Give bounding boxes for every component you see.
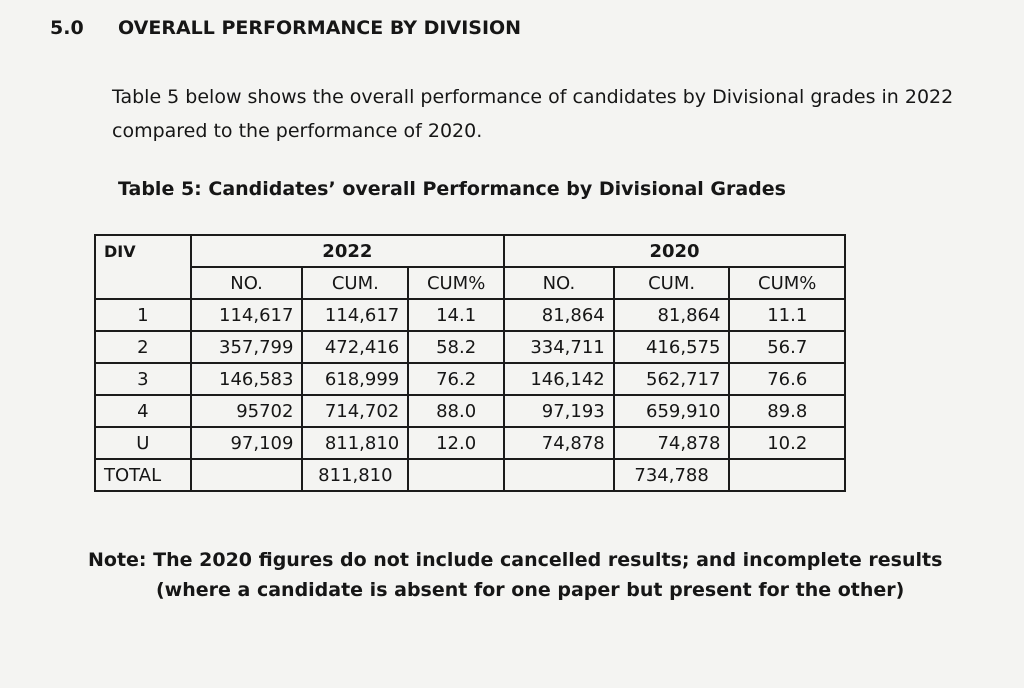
total-cell xyxy=(191,459,303,491)
value-cell: 97,109 xyxy=(191,427,303,459)
section-number: 5.0 xyxy=(50,17,84,39)
value-cell: 10.2 xyxy=(729,427,845,459)
total-label: TOTAL xyxy=(95,459,191,491)
col-header-cum-pct-2022: CUM% xyxy=(408,267,504,299)
value-cell: 76.6 xyxy=(729,363,845,395)
value-cell: 74,878 xyxy=(614,427,730,459)
table-row xyxy=(95,427,845,459)
div-cell: 4 xyxy=(95,395,191,427)
col-header-cum-2020: CUM. xyxy=(614,267,730,299)
table-note xyxy=(88,545,942,605)
value-cell: 12.0 xyxy=(408,427,504,459)
value-cell: 58.2 xyxy=(408,331,504,363)
total-cell xyxy=(729,459,845,491)
value-cell: 811,810 xyxy=(302,427,408,459)
value-cell: 146,583 xyxy=(191,363,303,395)
value-cell: 416,575 xyxy=(614,331,730,363)
value-cell: 56.7 xyxy=(729,331,845,363)
table-subheader-row xyxy=(95,267,845,299)
division-grades-table xyxy=(94,234,846,492)
value-cell: 114,617 xyxy=(191,299,303,331)
value-cell: 114,617 xyxy=(302,299,408,331)
col-header-cum-pct-2020: CUM% xyxy=(729,267,845,299)
value-cell: 14.1 xyxy=(408,299,504,331)
value-cell: 88.0 xyxy=(408,395,504,427)
year-2022-header: 2022 xyxy=(191,235,504,267)
col-header-no-2022: NO. xyxy=(191,267,303,299)
value-cell: 146,142 xyxy=(504,363,614,395)
value-cell: 81,864 xyxy=(614,299,730,331)
div-cell: 2 xyxy=(95,331,191,363)
value-cell: 95702 xyxy=(191,395,303,427)
year-2020-header: 2020 xyxy=(504,235,845,267)
value-cell: 659,910 xyxy=(614,395,730,427)
table-caption: Table 5: Candidates’ overall Performance by Divisional Grades xyxy=(118,178,786,200)
intro-paragraph: Table 5 below shows the overall performance of candidates by Divisional grades in 2022 compared to the performance of 2020. xyxy=(112,86,954,142)
value-cell: 618,999 xyxy=(302,363,408,395)
value-cell: 89.8 xyxy=(729,395,845,427)
note-line-1: Note: The 2020 figures do not include cancelled results; and incomplete results xyxy=(88,549,943,571)
value-cell: 472,416 xyxy=(302,331,408,363)
div-cell: 1 xyxy=(95,299,191,331)
value-cell: 714,702 xyxy=(302,395,408,427)
total-cell xyxy=(408,459,504,491)
value-cell: 11.1 xyxy=(729,299,845,331)
total-cell: 811,810 xyxy=(302,459,408,491)
table-row xyxy=(95,299,845,331)
table-total-row xyxy=(95,459,845,491)
note-line-2: (where a candidate is absent for one paper but present for the other) xyxy=(156,579,905,601)
col-header-no-2020: NO. xyxy=(504,267,614,299)
div-cell: U xyxy=(95,427,191,459)
section-heading xyxy=(50,17,521,39)
table-row xyxy=(95,331,845,363)
div-cell: 3 xyxy=(95,363,191,395)
table-row xyxy=(95,363,845,395)
section-title: OVERALL PERFORMANCE BY DIVISION xyxy=(118,17,522,39)
table-row xyxy=(95,395,845,427)
value-cell: 81,864 xyxy=(504,299,614,331)
value-cell: 76.2 xyxy=(408,363,504,395)
value-cell: 357,799 xyxy=(191,331,303,363)
value-cell: 562,717 xyxy=(614,363,730,395)
value-cell: 74,878 xyxy=(504,427,614,459)
total-cell: 734,788 xyxy=(614,459,730,491)
col-header-cum-2022: CUM. xyxy=(302,267,408,299)
value-cell: 97,193 xyxy=(504,395,614,427)
total-cell xyxy=(504,459,614,491)
table-header-row xyxy=(95,235,845,267)
div-header: DIV xyxy=(95,235,191,299)
value-cell: 334,711 xyxy=(504,331,614,363)
